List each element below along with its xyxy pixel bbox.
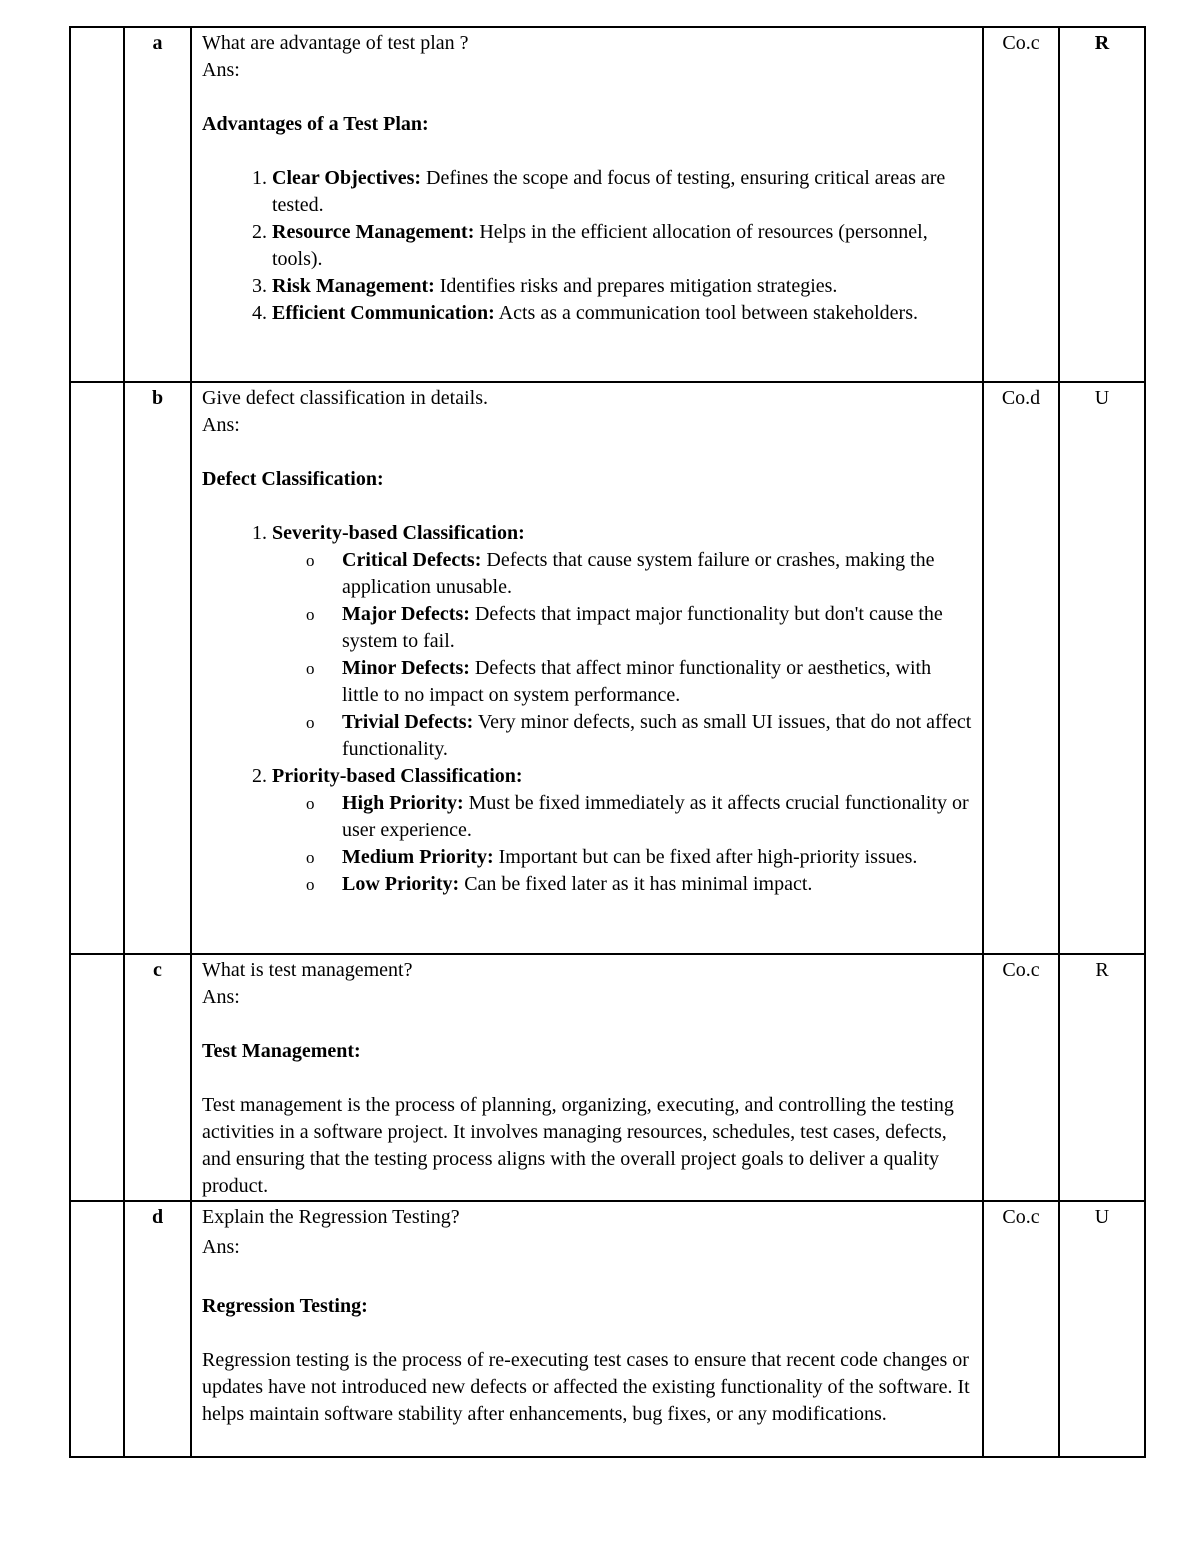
question-label: d: [124, 1201, 191, 1457]
sub-list-item: o Minor Defects: Defects that affect minor functionality or aesthetics, with little to no impact on system performance.: [342, 655, 972, 709]
bloom-level: U: [1059, 382, 1145, 954]
list-item: 3. Risk Management: Identifies risks and prepares mitigation strategies.: [272, 273, 972, 300]
bloom-level: U: [1059, 1201, 1145, 1457]
answer-heading: Test Management:: [202, 1040, 361, 1062]
question-content: [191, 1201, 983, 1457]
index-cell: [70, 1201, 124, 1457]
answer-label: Ans:: [202, 986, 240, 1008]
sub-list-item: o Critical Defects: Defects that cause system failure or crashes, making the application unusable.: [342, 547, 972, 601]
sub-list-item: o Major Defects: Defects that impact major functionality but don't cause the system to fail.: [342, 601, 972, 655]
answer-paragraph: Test management is the process of planning, organizing, executing, and controlling the testing activities in a software project. It involves managing resources, schedules, test cases, defects, and ensuring that the testing process aligns with the overall project goals to deliver a quality product.: [202, 1094, 954, 1197]
question-text: What is test management?: [202, 959, 413, 981]
index-cell: [70, 27, 124, 382]
bloom-level: R: [1059, 954, 1145, 1201]
question-label: b: [124, 382, 191, 954]
answer-heading: Advantages of a Test Plan:: [202, 113, 429, 135]
question-label: a: [124, 27, 191, 382]
table-row: [70, 1201, 1145, 1457]
course-outcome: Co.c: [983, 1201, 1059, 1457]
sub-list-item: o High Priority: Must be fixed immediately as it affects crucial functionality or user experience.: [342, 790, 972, 844]
bloom-level: R: [1059, 27, 1145, 382]
question-text: What are advantage of test plan ?: [202, 32, 469, 54]
list-item: 1. Severity-based Classification: o Critical Defects: Defects that cause system failure or crashes, making the application unusable. o Major Defects: Defects that impact major functionality but don't cause the system to fail. o Minor Defects: Defects that affect minor functionality or aesthetics, with little to no impact on system performance. o Trivial Defects: Very minor defects, such as small UI issues, that do not affect functionality.: [272, 520, 972, 763]
index-cell: [70, 382, 124, 954]
question-content: [191, 954, 983, 1201]
answer-heading: Regression Testing:: [202, 1295, 368, 1317]
question-text: Give defect classification in details.: [202, 387, 489, 409]
sub-list-item: o Medium Priority: Important but can be fixed after high-priority issues.: [342, 844, 972, 871]
table-row: [70, 382, 1145, 954]
course-outcome: Co.c: [983, 954, 1059, 1201]
answer-paragraph: Regression testing is the process of re-executing test cases to ensure that recent code changes or updates have not introduced new defects or affected the existing functionality of the software. It helps maintain software stability after enhancements, bug fixes, or any modifications.: [202, 1349, 970, 1425]
answer-label: Ans:: [202, 59, 240, 81]
list-item: 2. Resource Management: Helps in the efficient allocation of resources (personnel, tools).: [272, 219, 972, 273]
list-item: 2. Priority-based Classification: o High Priority: Must be fixed immediately as it affects crucial functionality or user experience. o Medium Priority: Important but can be fixed after high-priority issues. o Low Priority: Can be fixed later as it has minimal impact.: [272, 763, 972, 898]
table-row: [70, 27, 1145, 382]
sub-list-item: o Low Priority: Can be fixed later as it has minimal impact.: [342, 871, 972, 898]
answer-label: Ans:: [202, 414, 240, 436]
question-content: [191, 27, 983, 382]
list-item: 4. Efficient Communication: Acts as a communication tool between stakeholders.: [272, 300, 972, 327]
list-item: 1. Clear Objectives: Defines the scope and focus of testing, ensuring critical areas are tested.: [272, 165, 972, 219]
classification-list: [202, 520, 972, 898]
course-outcome: Co.c: [983, 27, 1059, 382]
index-cell: [70, 954, 124, 1201]
question-content: [191, 382, 983, 954]
sub-list-item: o Trivial Defects: Very minor defects, such as small UI issues, that do not affect functionality.: [342, 709, 972, 763]
question-text: Explain the Regression Testing?: [202, 1206, 460, 1228]
question-label: c: [124, 954, 191, 1201]
table-row: [70, 954, 1145, 1201]
advantages-list: [202, 165, 972, 327]
course-outcome: Co.d: [983, 382, 1059, 954]
answer-heading: Defect Classification:: [202, 468, 384, 490]
answer-label: Ans:: [202, 1236, 240, 1258]
question-table-container: [69, 26, 1124, 1458]
sub-list: [272, 547, 972, 763]
question-table: [69, 26, 1146, 1458]
sub-list: [272, 790, 972, 898]
